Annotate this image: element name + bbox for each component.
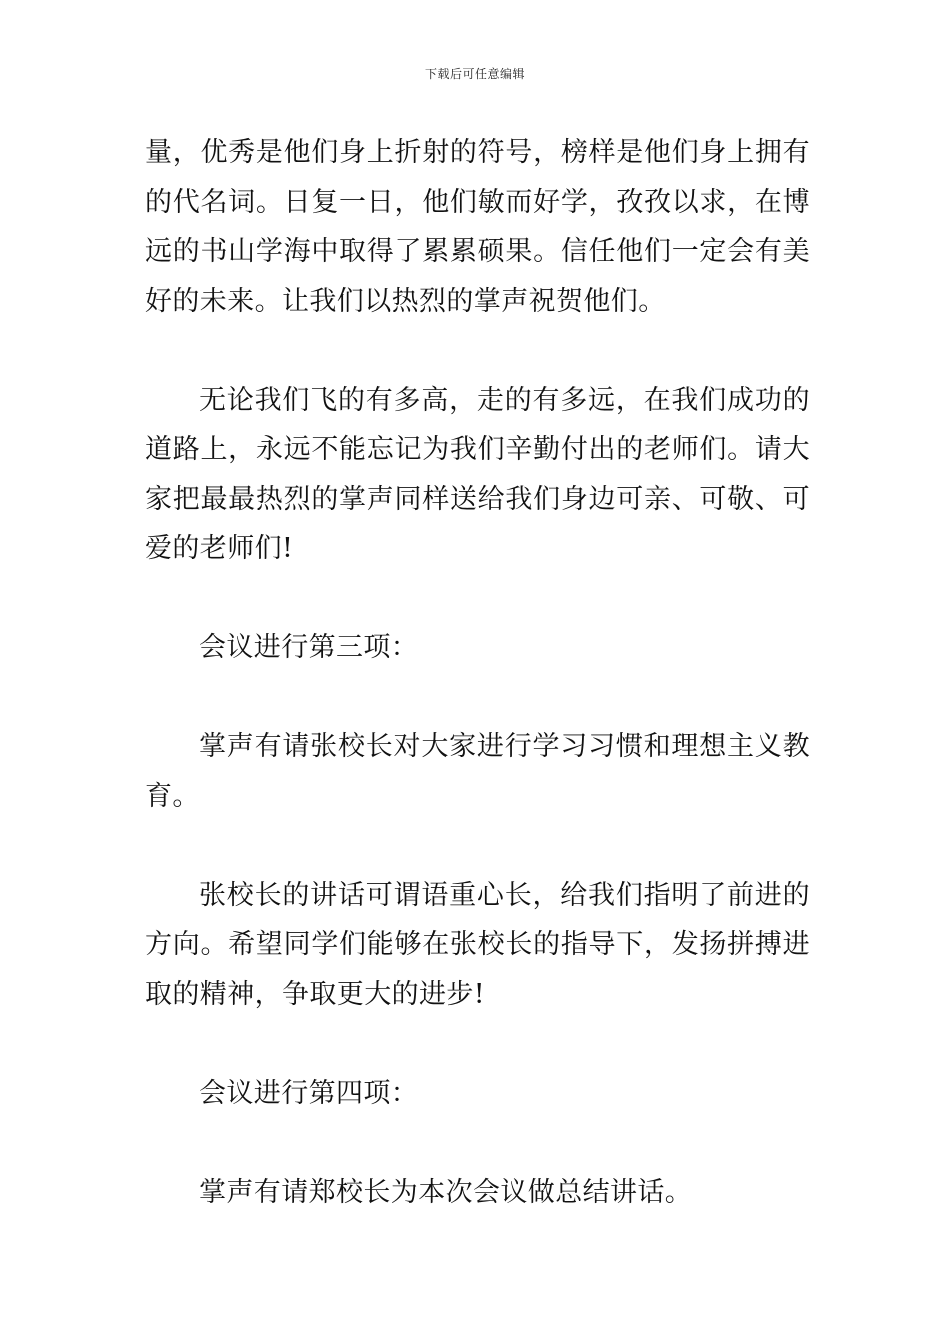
- paragraph-gap: [145, 574, 810, 624]
- paragraph-teachers-thanks: 无论我们飞的有多高，走的有多远，在我们成功的道路上，永远不能忘记为我们辛勤付出的老师们。请大家把最最热烈的掌声同样送给我们身边可亲、可敬、可爱的老师们!: [145, 384, 810, 564]
- document-body: [145, 128, 810, 1217]
- paragraph-continuation: 量，优秀是他们身上折射的符号，榜样是他们身上拥有的代名词。日复一日，他们敏而好学，孜孜以求，在博远的书山学海中取得了累累硕果。信任他们一定会有美好的未来。让我们以热烈的掌声祝贺他们。: [145, 137, 810, 317]
- paragraph-gap: [145, 673, 810, 723]
- paragraph-principal-zheng-invite: 掌声有请郑校长为本次会议做总结讲话。: [199, 1176, 693, 1208]
- paragraph-gap: [145, 1019, 810, 1069]
- paragraph-principal-zhang-invite: 掌声有请张校长对大家进行学习习惯和理想主义教育。: [145, 731, 810, 812]
- agenda-item-four-heading: 会议进行第四项：: [199, 1077, 419, 1109]
- paragraph-gap: [145, 821, 810, 871]
- paragraph-principal-zhang-summary: 张校长的讲话可谓语重心长，给我们指明了前进的方向。希望同学们能够在张校长的指导下，发扬拼搏进取的精神，争取更大的进步!: [145, 879, 810, 1010]
- paragraph-gap: [145, 1118, 810, 1168]
- agenda-item-three-heading: 会议进行第三项：: [199, 632, 419, 663]
- paragraph-gap: [145, 326, 810, 376]
- page-header: 下载后可任意编辑: [424, 67, 525, 81]
